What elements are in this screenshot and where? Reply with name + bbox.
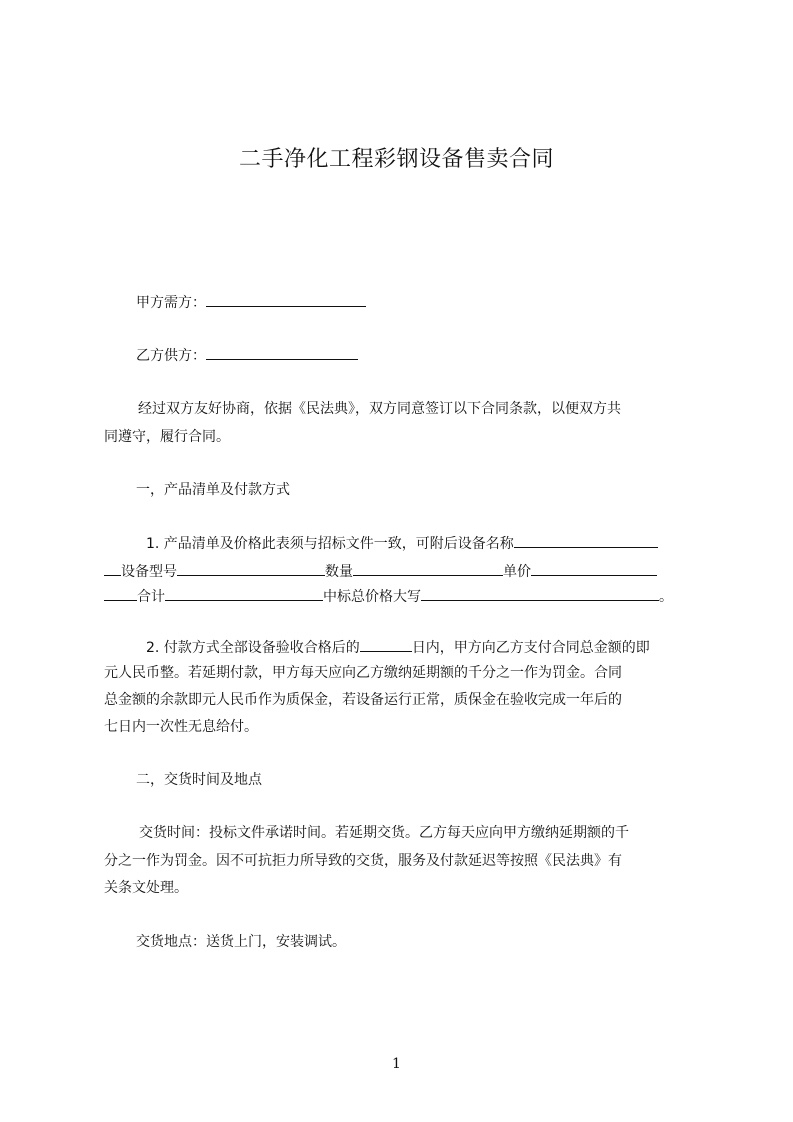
delivery-time-line-3: 关条文处理。 <box>104 880 188 896</box>
item1-line-3 <box>104 586 704 606</box>
party-b-blank[interactable] <box>206 345 358 360</box>
total-label: 合计 <box>137 589 165 605</box>
item2-line-3: 总金额的余款即元人民币作为质保金，若设备运行正常，质保金在验收完成一年后的 <box>104 692 622 708</box>
party-a-line <box>136 292 736 312</box>
bid-total-blank[interactable] <box>421 586 659 601</box>
document-title: 二手净化工程彩钢设备售卖合同 <box>238 147 554 172</box>
equipment-name-blank[interactable] <box>514 533 658 548</box>
item2-prefix: 2. 付款方式全部设备验收合格后的 <box>146 640 360 656</box>
item2-line-1 <box>146 637 746 657</box>
party-b-line <box>136 345 736 365</box>
item2-line1-rest: 日内，甲方向乙方支付合同总金额的即 <box>411 640 650 656</box>
end-mark: 。 <box>659 589 673 605</box>
unit-price-blank[interactable] <box>531 561 657 576</box>
item1-line-1 <box>146 533 746 553</box>
party-b-label: 乙方供方： <box>136 348 206 364</box>
model-label: 设备型号 <box>121 564 177 580</box>
page-number: 1 <box>392 1056 401 1072</box>
section2-heading: 二，交货时间及地点 <box>136 772 262 788</box>
delivery-time-line-1: 交货时间：投标文件承诺时间。若延期交货。乙方每天应向甲方缴纳延期额的千 <box>139 825 629 841</box>
item2-line-4: 七日内一次性无息给付。 <box>104 719 258 735</box>
party-a-label: 甲方需方： <box>136 295 206 311</box>
continuation-blank-2[interactable] <box>104 586 137 601</box>
quantity-blank[interactable] <box>353 561 503 576</box>
party-a-blank[interactable] <box>206 292 366 307</box>
delivery-place: 交货地点：送货上门，安装调试。 <box>136 934 346 950</box>
quantity-label: 数量 <box>325 564 353 580</box>
item2-line-2: 元人民币整。若延期付款，甲方每天应向乙方缴纳延期额的千分之一作为罚金。合同 <box>104 665 622 681</box>
continuation-blank[interactable] <box>104 561 121 576</box>
model-blank[interactable] <box>177 561 325 576</box>
total-blank[interactable] <box>165 586 323 601</box>
bid-total-label: 中标总价格大写 <box>323 589 421 605</box>
section1-heading: 一，产品清单及付款方式 <box>136 482 290 498</box>
unit-price-label: 单价 <box>503 564 531 580</box>
intro-line-1: 经过双方友好协商，依据《民法典》，双方同意签订以下合同条款，以便双方共 <box>138 401 621 417</box>
intro-line-2: 同遵守，履行合同。 <box>104 429 230 445</box>
days-blank[interactable] <box>360 637 412 652</box>
item1-prefix: 1. 产品清单及价格此表须与招标文件一致，可附后设备名称 <box>146 536 514 552</box>
delivery-time-line-2: 分之一作为罚金。因不可抗拒力所导致的交货，服务及付款延迟等按照《民法典》有 <box>104 853 622 869</box>
item1-line-2 <box>104 561 704 581</box>
